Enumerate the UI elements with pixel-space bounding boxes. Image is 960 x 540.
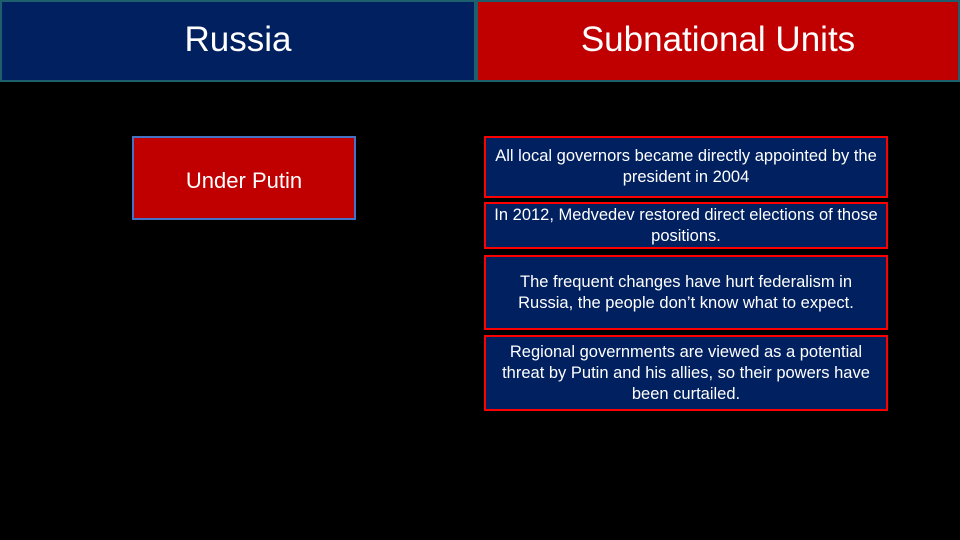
list-item [484, 335, 888, 411]
subnational-units-header [476, 0, 960, 82]
list-item-text: Regional governments are viewed as a potential threat by Putin and his allies, so their powers have been curtailed. [502, 342, 870, 403]
under-putin-box [132, 136, 356, 220]
russia-header-title: Russia [184, 20, 292, 59]
list-item [484, 255, 888, 330]
subnational-units-header-title: Subnational Units [580, 20, 856, 59]
list-item [484, 136, 888, 198]
list-item [484, 202, 888, 249]
list-item-text: All local governors became directly appointed by the president in 2004 [495, 147, 877, 186]
list-item-text: The frequent changes have hurt federalism in Russia, the people don’t know what to expect. [518, 272, 854, 312]
under-putin-label: Under Putin [185, 168, 303, 193]
list-item-text: In 2012, Medvedev restored direct elections of those positions. [494, 205, 878, 245]
russia-header [0, 0, 476, 82]
